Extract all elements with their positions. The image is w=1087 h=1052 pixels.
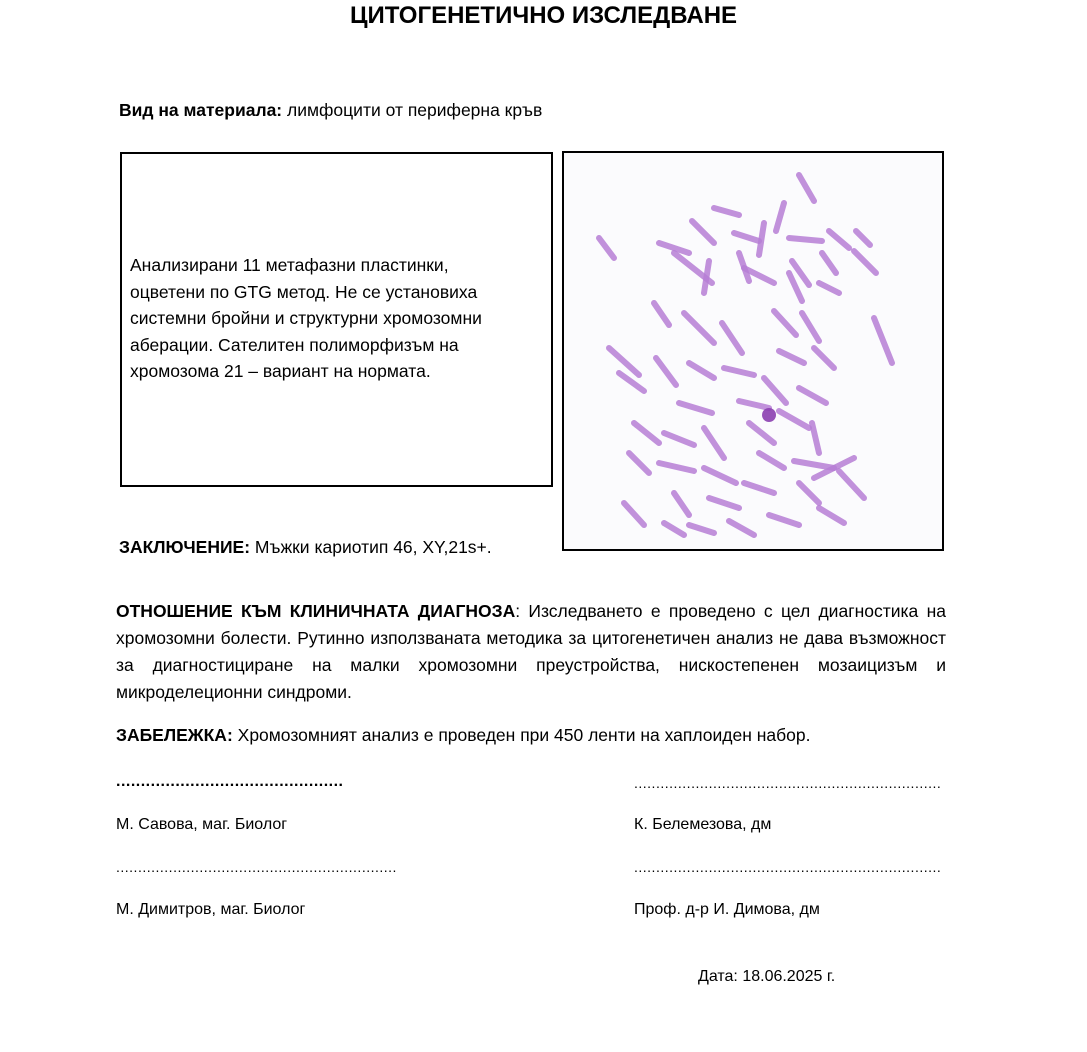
chromosome [629, 453, 649, 473]
chromosome-cluster [762, 408, 776, 422]
date: Дата: 18.06.2025 г. [698, 968, 836, 985]
signatory-dimitrov: М. Димитров, маг. Биолог [116, 901, 306, 918]
note-line [116, 725, 811, 746]
clinical-text: : Изследването е проведено с цел диагностика на хромозомни болести. Рутинно използваната методика за цитогенетичен анализ не дава възможност за диагностициране на малки хромозомни преустройства, нискостепенен мозаицизъм и микроделеционни синдроми. [116, 601, 946, 702]
chromosome [759, 453, 784, 468]
chromosome [764, 378, 786, 403]
chromosome [654, 303, 669, 325]
chromosome [692, 221, 714, 243]
signature-line-3: ................................................................ [116, 859, 397, 875]
chromosome [774, 311, 796, 335]
chromosome [634, 423, 659, 443]
analysis-line: системни бройни и структурни хромозомни [130, 308, 482, 328]
chromosome [689, 363, 714, 378]
analysis-line: аберации. Сателитен полиморфизъм на [130, 334, 459, 355]
conclusion-line [119, 537, 492, 558]
chromosome [709, 498, 739, 508]
chromosome [729, 521, 754, 535]
analysis-box [120, 152, 553, 487]
signatory-savova: М. Савова, маг. Биолог [116, 816, 288, 833]
chromosome [749, 423, 774, 443]
chromosome [609, 348, 639, 375]
metaphase-chromosomes-image [564, 153, 942, 549]
chromosome [722, 323, 742, 353]
signature-line-2: ...................................................................... [634, 775, 942, 791]
chromosome [624, 503, 644, 525]
signature-line-1: .............................................. [116, 773, 344, 790]
chromosome [799, 388, 826, 403]
metaphase-image [562, 151, 944, 551]
chromosome [874, 318, 892, 363]
chromosome [704, 428, 724, 458]
chromosome [789, 238, 822, 241]
conclusion-value: Мъжки кариотип 46, XY,21s+. [250, 537, 492, 557]
chromosome [679, 403, 712, 413]
chromosome [819, 283, 839, 293]
chromosome [656, 358, 676, 385]
chromosome [822, 253, 836, 273]
signatory-dimova: Проф. д-р И. Димова, дм [634, 901, 820, 918]
signatory-belemezova: К. Белемезова, дм [634, 816, 772, 833]
conclusion-label: ЗАКЛЮЧЕНИЕ: [119, 537, 251, 557]
chromosome [769, 515, 799, 525]
chromosome [814, 348, 834, 368]
chromosome [759, 223, 764, 255]
clinical-paragraph [116, 598, 946, 706]
chromosome [714, 208, 739, 215]
material-label: Вид на материала: [119, 100, 283, 120]
clinical-label: ОТНОШЕНИЕ КЪМ КЛИНИЧНАТА ДИАГНОЗА [116, 601, 516, 621]
chromosome [856, 231, 870, 245]
chromosome [659, 463, 694, 471]
chromosome [704, 261, 709, 293]
chromosome [776, 203, 784, 231]
chromosome [802, 313, 819, 341]
chromosome [799, 483, 819, 503]
chromosome [794, 461, 834, 468]
analysis-line: оцветени по GTG метод. Не се установиха [130, 281, 478, 302]
chromosome [599, 238, 614, 258]
chromosome [684, 313, 714, 343]
chromosome [724, 368, 754, 375]
chromosome [799, 175, 814, 201]
analysis-line: хромозома 21 – вариант на нормата. [130, 361, 431, 381]
chromosome [779, 351, 804, 363]
chromosome [734, 233, 759, 241]
chromosome [819, 508, 844, 523]
chromosome [839, 471, 864, 498]
chromosome [689, 525, 714, 533]
chromosome [854, 251, 876, 273]
analysis-line: Анализирани 11 метафазни пластинки, [130, 255, 449, 275]
note-value: Хромозомният анализ е проведен при 450 ленти на хаплоиден набор. [232, 725, 811, 745]
material-line [119, 100, 542, 121]
chromosome [739, 401, 769, 408]
material-value: лимфоцити от периферна кръв [282, 100, 543, 120]
chromosome [779, 411, 809, 428]
chromosome [674, 493, 689, 515]
chromosome [812, 423, 819, 453]
note-label: ЗАБЕЛЕЖКА: [116, 725, 233, 745]
chromosome [664, 433, 694, 445]
chromosome [829, 231, 849, 248]
chromosome [744, 483, 774, 493]
chromosome [664, 523, 684, 535]
chromosome [704, 468, 736, 483]
analysis-text [130, 252, 550, 385]
signature-line-4: ...................................................................... [634, 859, 942, 875]
document-title: ЦИТОГЕНЕТИЧНО ИЗСЛЕДВАНЕ [349, 2, 738, 29]
